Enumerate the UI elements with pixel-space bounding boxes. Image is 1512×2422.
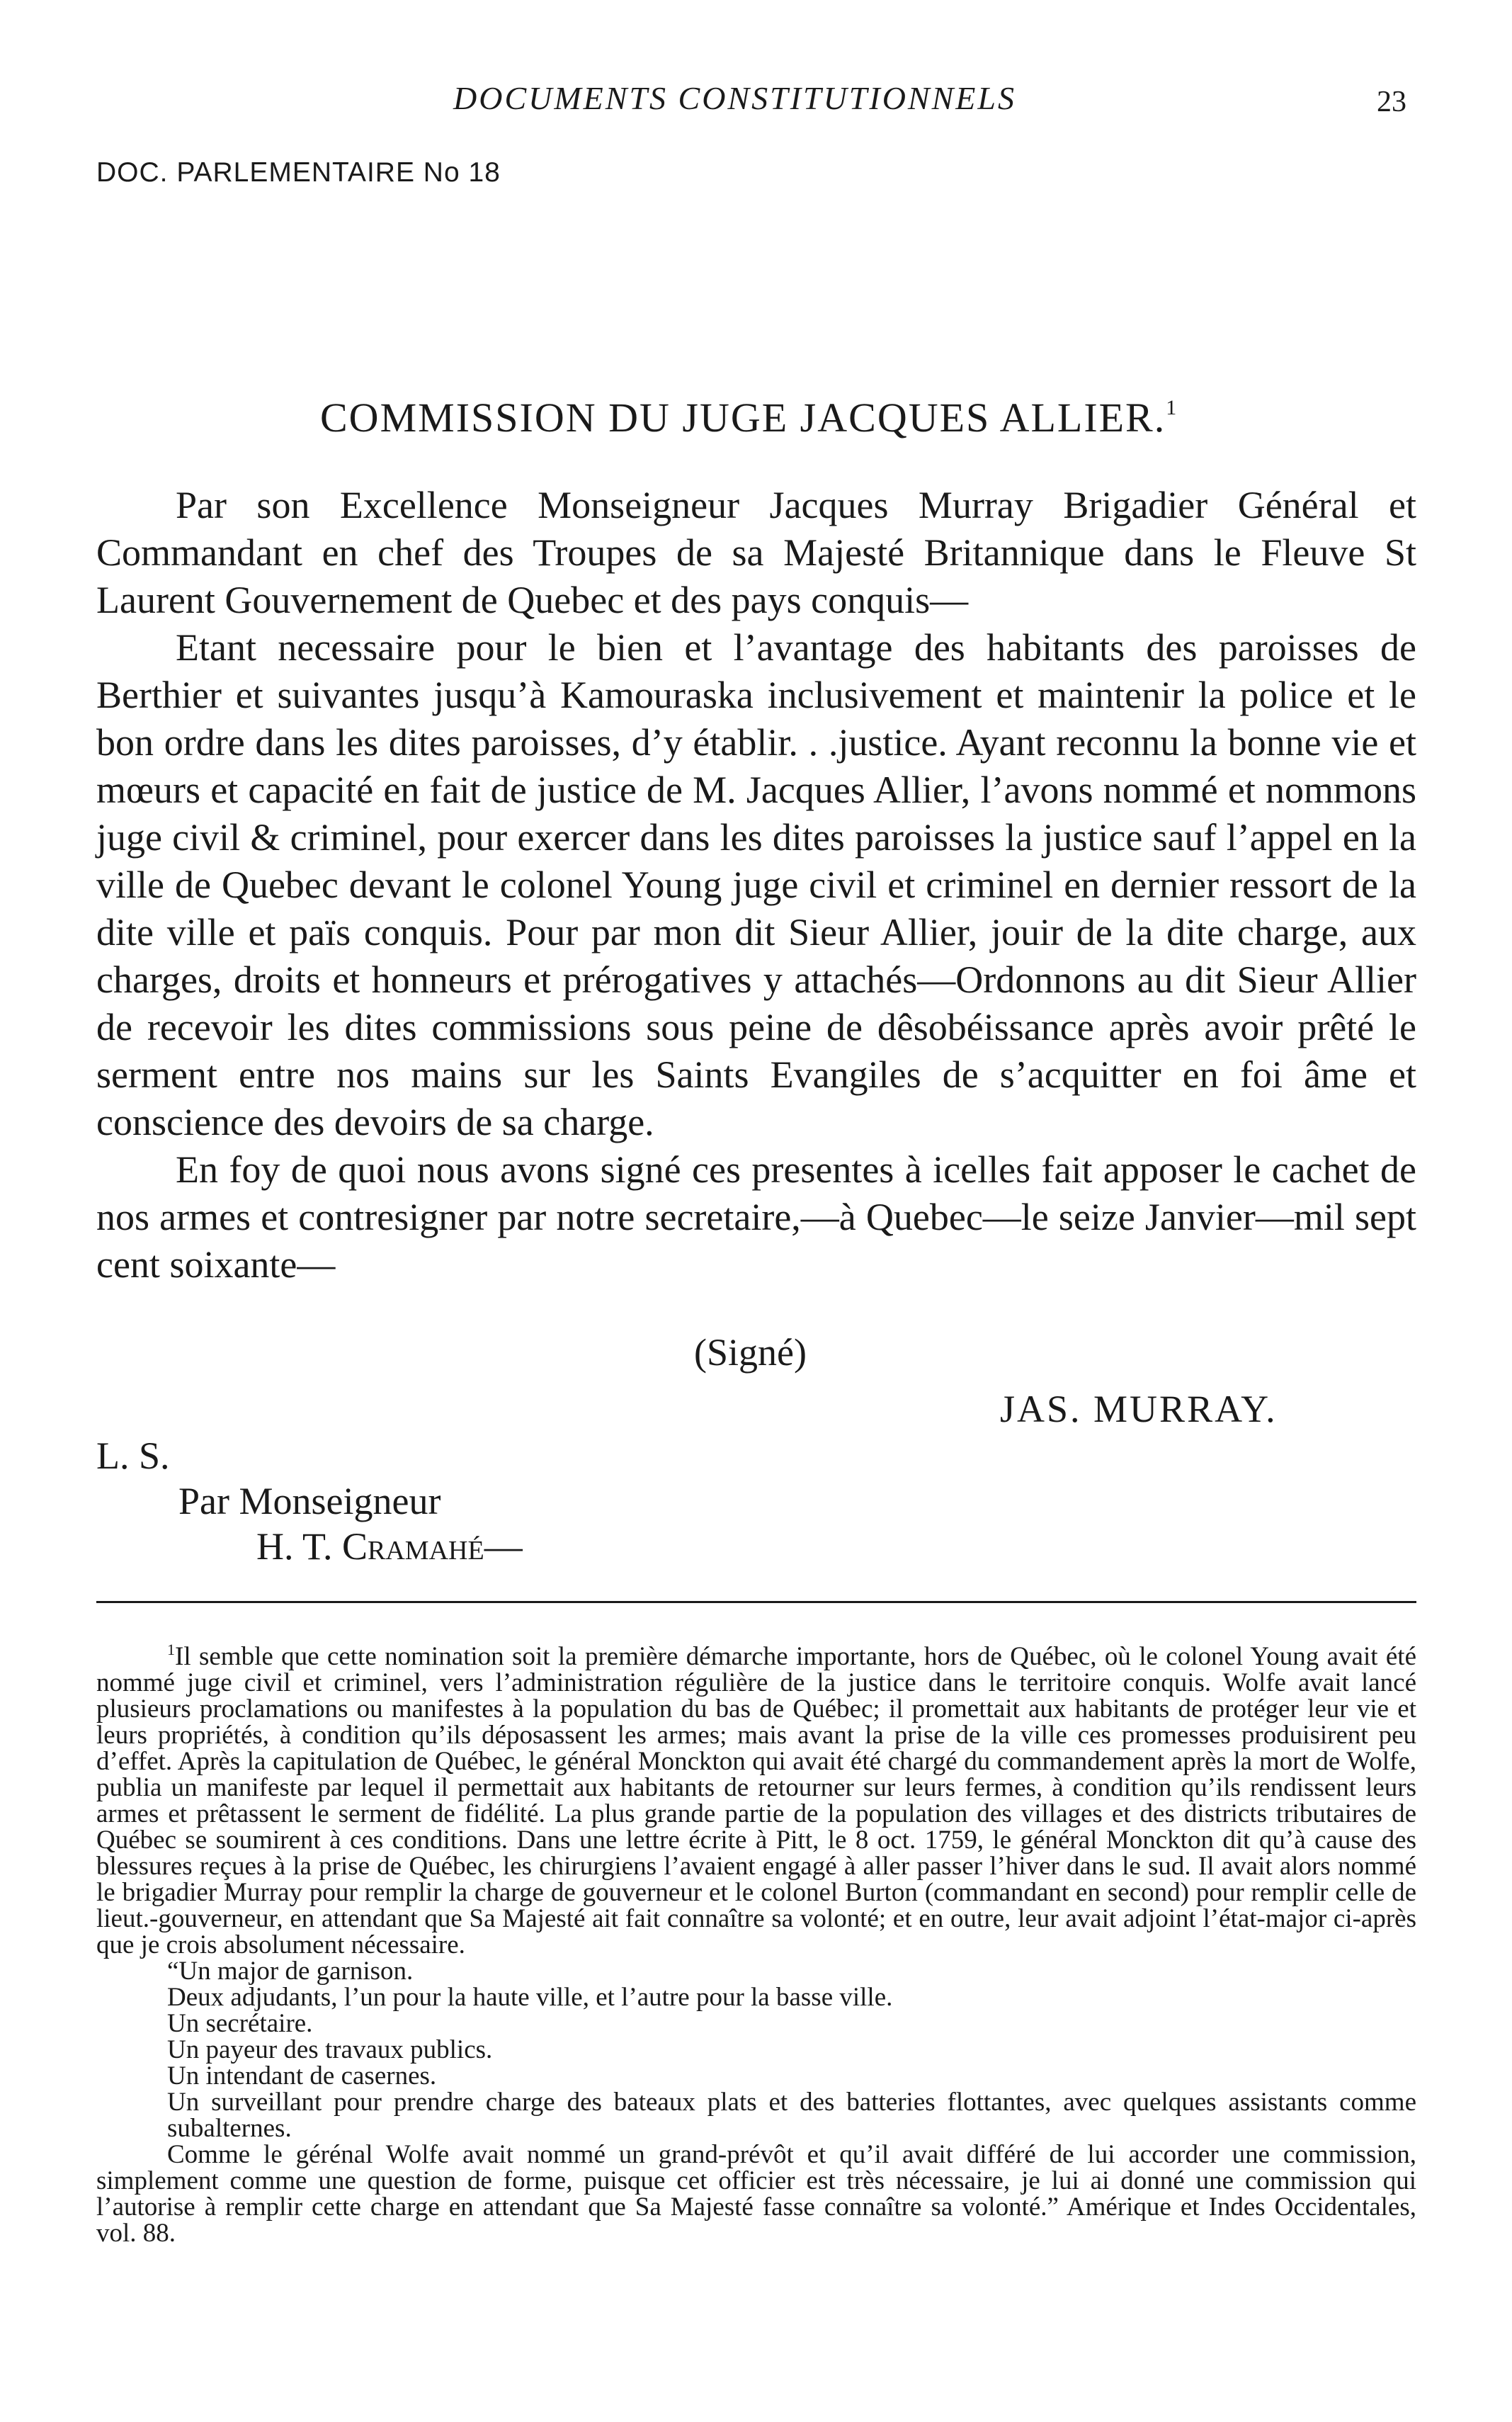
- body-paragraph-2: Etant necessaire pour le bien et l’avantage des habitants des paroisses de Berthier et suivantes jusqu’à Kamouraska inclusivement et maintenir la police et le bon ordre dans les dites paroisses, d’y établir. . .justice. Ayant reconnu la bonne vie et mœurs et capacité en fait de justice de M. Jacques Allier, l’avons nommé et nommons juge civil & criminel, pour exercer dans les dites paroisses la justice sauf l’appel en la ville de Quebec devant le colonel Young juge civil et criminel en dernier ressort de la dite ville et païs conquis. Pour par mon dit Sieur Allier, jouir de la dite charge, aux charges, droits et honneurs et prérogatives y attachés—Ordonnons au dit Sieur Allier de recevoir les dites commissions sous peine de dêsobéissance après avoir prêté le serment entre nos mains sur les Saints Evangiles de s’acquitter en foi âme et conscience des devoirs de sa charge.: [96, 626, 1416, 1143]
- footnote-marker: 1: [167, 1641, 175, 1658]
- document-title-text: COMMISSION DU JUGE JACQUES ALLIER.: [320, 395, 1166, 441]
- title-footnote-marker[interactable]: 1: [1166, 396, 1178, 419]
- body-paragraph-3: En foy de quoi nous avons signé ces presentes à icelles fait apposer le cachet de nos armes et contresigner par notre secretaire,—à Quebec—le seize Janvier—mil sept cent soixante—: [96, 1148, 1416, 1286]
- countersignature: [256, 1524, 523, 1568]
- page-number: 23: [1377, 86, 1406, 118]
- footnote-closing: Comme le gérénal Wolfe avait nommé un grand-prévôt et qu’il avait différé de lui accorder une commission, simplement comme une question de forme, puisque cet officier est très nécessaire, je lui ai donné une commission qui l’autorise à remplir cette charge en attendant que Sa Majesté fasse connaître sa volonté.” Amérique et Indes Occidentales, vol. 88.: [96, 2140, 1416, 2248]
- countersignature-name: Cramahé—: [342, 1525, 523, 1568]
- body-paragraph-1: Par son Excellence Monseigneur Jacques Murray Brigadier Général et Commandant en chef des Troupes de sa Majesté Britannique dans le Fleuve St Laurent Gouvernement de Quebec et des pays conquis—: [96, 484, 1416, 621]
- document-title: [320, 394, 1178, 441]
- seal-mark: L. S.: [96, 1434, 170, 1477]
- signed-note: (Signé): [694, 1331, 807, 1374]
- footnote-list-item: Un intendant de casernes.: [167, 2061, 437, 2090]
- footnote-divider: [96, 1601, 1416, 1603]
- footnote-text: Il semble que cette nomination soit la première démarche importante, hors de Québec, où le colonel Young avait été nommé juge civil et criminel, vers l’administration régulière de la justice dans le territoire conquis. Wolfe avait lancé plusieurs proclamations ou manifestes à la population du bas de Québec; il promettait aux habitants de protéger leur vie et leurs propriétés, à condition qu’ils déposassent les armes; mais avant la prise de la ville ces promesses produisirent peu d’effet. Après la capitulation de Québec, le général Monckton qui avait été chargé du commandement après la mort de Wolfe, publia un manifeste par lequel il permettait aux habitants de retourner sur leurs fermes, à condition qu’ils rendissent leurs armes et prêtassent le serment de fidélité. La plus grande partie de la population des villages et des districts tributaires de Québec se soumirent à ces conditions. Dans une lettre écrite à Pitt, le 8 oct. 1759, le général Monckton dit qu’à cause des blessures reçues à la prise de Québec, les chirurgiens l’avaient engagé à aller passer l’hiver dans le sud. Il avait alors nommé le brigadier Murray pour remplir la charge de gouverneur et le colonel Burton (commandant en second) pour remplir celle de lieut.-gouverneur, en attendant que Sa Majesté ait fait connaître sa volonté; et en outre, leur avait adjoint l’état-major ci-après que je crois absolument nécessaire.: [96, 1642, 1416, 1959]
- footnote-list-item: Un surveillant pour prendre charge des bateaux plats et des batteries flottantes, avec quelques assistants comme subalternes.: [167, 2088, 1416, 2143]
- doc-label: DOC. PARLEMENTAIRE No 18: [96, 157, 501, 188]
- footnote: [96, 1636, 1416, 2246]
- footnote-list-item: Un payeur des travaux publics.: [167, 2035, 493, 2064]
- running-title: DOCUMENTS CONSTITUTIONNELS: [453, 80, 1016, 116]
- footnote-paragraph: [96, 1636, 1416, 1958]
- footnote-list-item: Deux adjudants, l’un pour la haute ville, et l’autre pour la basse ville.: [167, 1983, 893, 2012]
- footnote-list-item: Un secrétaire.: [167, 2009, 313, 2038]
- countersignature-initials: H. T.: [256, 1525, 333, 1568]
- commission-body: [96, 482, 1416, 1289]
- par-monseigneur: Par Monseigneur: [178, 1480, 441, 1522]
- footnote-list-item: “Un major de garnison.: [167, 1957, 414, 1986]
- signatory-name: JAS. MURRAY.: [1000, 1388, 1278, 1430]
